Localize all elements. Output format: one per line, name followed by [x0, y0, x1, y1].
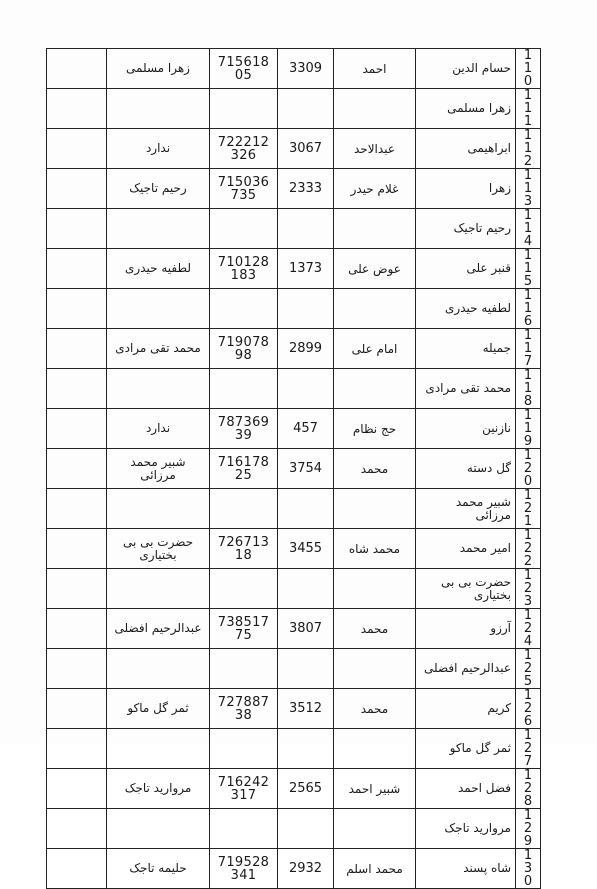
- table-row: [47, 769, 541, 809]
- related-name-cell: لطفیه حیدری: [107, 249, 210, 289]
- code-cell: 2932: [278, 849, 334, 889]
- row-number-cell: 116: [516, 289, 541, 329]
- related-name-cell: حلیمه تاجک: [107, 849, 210, 889]
- father-name-cell: محمد: [334, 449, 416, 489]
- related-name-cell: [107, 729, 210, 769]
- related-name-cell: مروارید تاجک: [107, 769, 210, 809]
- name-cell: ثمر گل ماکو: [416, 729, 516, 769]
- code-cell: [278, 209, 334, 249]
- code-cell: 3512: [278, 689, 334, 729]
- code-cell: 2899: [278, 329, 334, 369]
- name-cell: رحیم تاجیک: [416, 209, 516, 249]
- code-cell: [278, 649, 334, 689]
- table-row: [47, 129, 541, 169]
- name-cell: جمیله: [416, 329, 516, 369]
- phone-cell: [210, 729, 278, 769]
- phone-cell: 719528341: [210, 849, 278, 889]
- table-row: [47, 249, 541, 289]
- related-name-cell: محمد تقی مرادی: [107, 329, 210, 369]
- name-cell: زهرا: [416, 169, 516, 209]
- father-name-cell: محمد: [334, 609, 416, 649]
- code-cell: [278, 89, 334, 129]
- father-name-cell: عبدالاحد: [334, 129, 416, 169]
- row-number-cell: 123: [516, 569, 541, 609]
- name-cell: زهرا مسلمی: [416, 89, 516, 129]
- related-name-cell: [107, 369, 210, 409]
- table-row: [47, 529, 541, 569]
- row-number-cell: 124: [516, 609, 541, 649]
- empty-cell: [47, 649, 107, 689]
- father-name-cell: حج نظام: [334, 409, 416, 449]
- empty-cell: [47, 409, 107, 449]
- code-cell: [278, 489, 334, 529]
- name-cell: فضل احمد: [416, 769, 516, 809]
- father-name-cell: غلام حیدر: [334, 169, 416, 209]
- code-cell: [278, 569, 334, 609]
- father-name-cell: شبیر احمد: [334, 769, 416, 809]
- name-cell: لطفیه حیدری: [416, 289, 516, 329]
- empty-cell: [47, 49, 107, 89]
- name-cell: عبدالرحیم افضلی: [416, 649, 516, 689]
- father-name-cell: محمد اسلم: [334, 849, 416, 889]
- related-name-cell: ندارد: [107, 129, 210, 169]
- father-name-cell: محمد: [334, 689, 416, 729]
- code-cell: 3807: [278, 609, 334, 649]
- records-table-body: [47, 49, 541, 889]
- related-name-cell: [107, 809, 210, 849]
- code-cell: 3309: [278, 49, 334, 89]
- phone-cell: [210, 489, 278, 529]
- name-cell: ابراهیمی: [416, 129, 516, 169]
- code-cell: [278, 729, 334, 769]
- phone-cell: 715036735: [210, 169, 278, 209]
- related-name-cell: [107, 89, 210, 129]
- father-name-cell: [334, 369, 416, 409]
- related-name-cell: [107, 209, 210, 249]
- father-name-cell: عوض علی: [334, 249, 416, 289]
- related-name-cell: [107, 489, 210, 529]
- phone-cell: 71907898: [210, 329, 278, 369]
- related-name-cell: شبیر محمد مرزائی: [107, 449, 210, 489]
- row-number-cell: 127: [516, 729, 541, 769]
- code-cell: 3754: [278, 449, 334, 489]
- table-row: [47, 569, 541, 609]
- row-number-cell: 111: [516, 89, 541, 129]
- phone-cell: [210, 209, 278, 249]
- row-number-cell: 125: [516, 649, 541, 689]
- name-cell: شبیر محمد مرزائی: [416, 489, 516, 529]
- empty-cell: [47, 769, 107, 809]
- empty-cell: [47, 329, 107, 369]
- father-name-cell: امام علی: [334, 329, 416, 369]
- phone-cell: 710128183: [210, 249, 278, 289]
- phone-cell: 72788738: [210, 689, 278, 729]
- phone-cell: [210, 89, 278, 129]
- row-number-cell: 110: [516, 49, 541, 89]
- related-name-cell: [107, 649, 210, 689]
- table-row: [47, 849, 541, 889]
- row-number-cell: 114: [516, 209, 541, 249]
- father-name-cell: [334, 209, 416, 249]
- table-row: [47, 689, 541, 729]
- row-number-cell: 122: [516, 529, 541, 569]
- table-row: [47, 209, 541, 249]
- empty-cell: [47, 529, 107, 569]
- row-number-cell: 117: [516, 329, 541, 369]
- phone-cell: [210, 369, 278, 409]
- code-cell: 3067: [278, 129, 334, 169]
- row-number-cell: 118: [516, 369, 541, 409]
- phone-cell: 71617825: [210, 449, 278, 489]
- phone-cell: 722212326: [210, 129, 278, 169]
- row-number-cell: 130: [516, 849, 541, 889]
- code-cell: 1373: [278, 249, 334, 289]
- related-name-cell: [107, 569, 210, 609]
- table-row: [47, 89, 541, 129]
- name-cell: آرزو: [416, 609, 516, 649]
- table-row: [47, 649, 541, 689]
- empty-cell: [47, 289, 107, 329]
- code-cell: [278, 809, 334, 849]
- empty-cell: [47, 169, 107, 209]
- table-row: [47, 329, 541, 369]
- father-name-cell: [334, 809, 416, 849]
- phone-cell: 73851775: [210, 609, 278, 649]
- table-row: [47, 609, 541, 649]
- row-number-cell: 121: [516, 489, 541, 529]
- name-cell: شاه پسند: [416, 849, 516, 889]
- phone-cell: [210, 289, 278, 329]
- row-number-cell: 126: [516, 689, 541, 729]
- name-cell: کریم: [416, 689, 516, 729]
- name-cell: امیر محمد: [416, 529, 516, 569]
- name-cell: قنبر علی: [416, 249, 516, 289]
- table-row: [47, 369, 541, 409]
- empty-cell: [47, 449, 107, 489]
- phone-cell: 716242317: [210, 769, 278, 809]
- row-number-cell: 129: [516, 809, 541, 849]
- empty-cell: [47, 489, 107, 529]
- related-name-cell: [107, 289, 210, 329]
- row-number-cell: 120: [516, 449, 541, 489]
- table-row: [47, 49, 541, 89]
- related-name-cell: رحیم تاجیک: [107, 169, 210, 209]
- code-cell: 2565: [278, 769, 334, 809]
- code-cell: [278, 289, 334, 329]
- empty-cell: [47, 89, 107, 129]
- row-number-cell: 112: [516, 129, 541, 169]
- empty-cell: [47, 849, 107, 889]
- code-cell: 2333: [278, 169, 334, 209]
- phone-cell: [210, 649, 278, 689]
- father-name-cell: محمد شاه: [334, 529, 416, 569]
- name-cell: مروارید تاجک: [416, 809, 516, 849]
- empty-cell: [47, 609, 107, 649]
- father-name-cell: [334, 89, 416, 129]
- row-number-cell: 128: [516, 769, 541, 809]
- name-cell: محمد تقی مرادی: [416, 369, 516, 409]
- table-row: [47, 169, 541, 209]
- code-cell: 3455: [278, 529, 334, 569]
- empty-cell: [47, 729, 107, 769]
- empty-cell: [47, 809, 107, 849]
- father-name-cell: [334, 489, 416, 529]
- records-table: [46, 48, 541, 889]
- father-name-cell: [334, 569, 416, 609]
- row-number-cell: 115: [516, 249, 541, 289]
- phone-cell: [210, 809, 278, 849]
- empty-cell: [47, 249, 107, 289]
- father-name-cell: [334, 649, 416, 689]
- empty-cell: [47, 569, 107, 609]
- empty-cell: [47, 689, 107, 729]
- related-name-cell: ندارد: [107, 409, 210, 449]
- phone-cell: 78736939: [210, 409, 278, 449]
- empty-cell: [47, 369, 107, 409]
- phone-cell: 72671318: [210, 529, 278, 569]
- table-row: [47, 409, 541, 449]
- code-cell: [278, 369, 334, 409]
- row-number-cell: 119: [516, 409, 541, 449]
- father-name-cell: [334, 289, 416, 329]
- phone-cell: [210, 569, 278, 609]
- related-name-cell: عبدالرحیم افضلی: [107, 609, 210, 649]
- row-number-cell: 113: [516, 169, 541, 209]
- related-name-cell: ثمر گل ماکو: [107, 689, 210, 729]
- father-name-cell: [334, 729, 416, 769]
- table-row: [47, 729, 541, 769]
- empty-cell: [47, 129, 107, 169]
- table-row: [47, 489, 541, 529]
- table-row: [47, 449, 541, 489]
- table-row: [47, 809, 541, 849]
- name-cell: حضرت بی بی بختیاری: [416, 569, 516, 609]
- empty-cell: [47, 209, 107, 249]
- phone-cell: 71561805: [210, 49, 278, 89]
- name-cell: گل دسته: [416, 449, 516, 489]
- name-cell: حسام الدين: [416, 49, 516, 89]
- code-cell: 457: [278, 409, 334, 449]
- table-row: [47, 289, 541, 329]
- name-cell: نازنین: [416, 409, 516, 449]
- related-name-cell: زهرا مسلمی: [107, 49, 210, 89]
- father-name-cell: احمد: [334, 49, 416, 89]
- related-name-cell: حضرت بی بی بختیاری: [107, 529, 210, 569]
